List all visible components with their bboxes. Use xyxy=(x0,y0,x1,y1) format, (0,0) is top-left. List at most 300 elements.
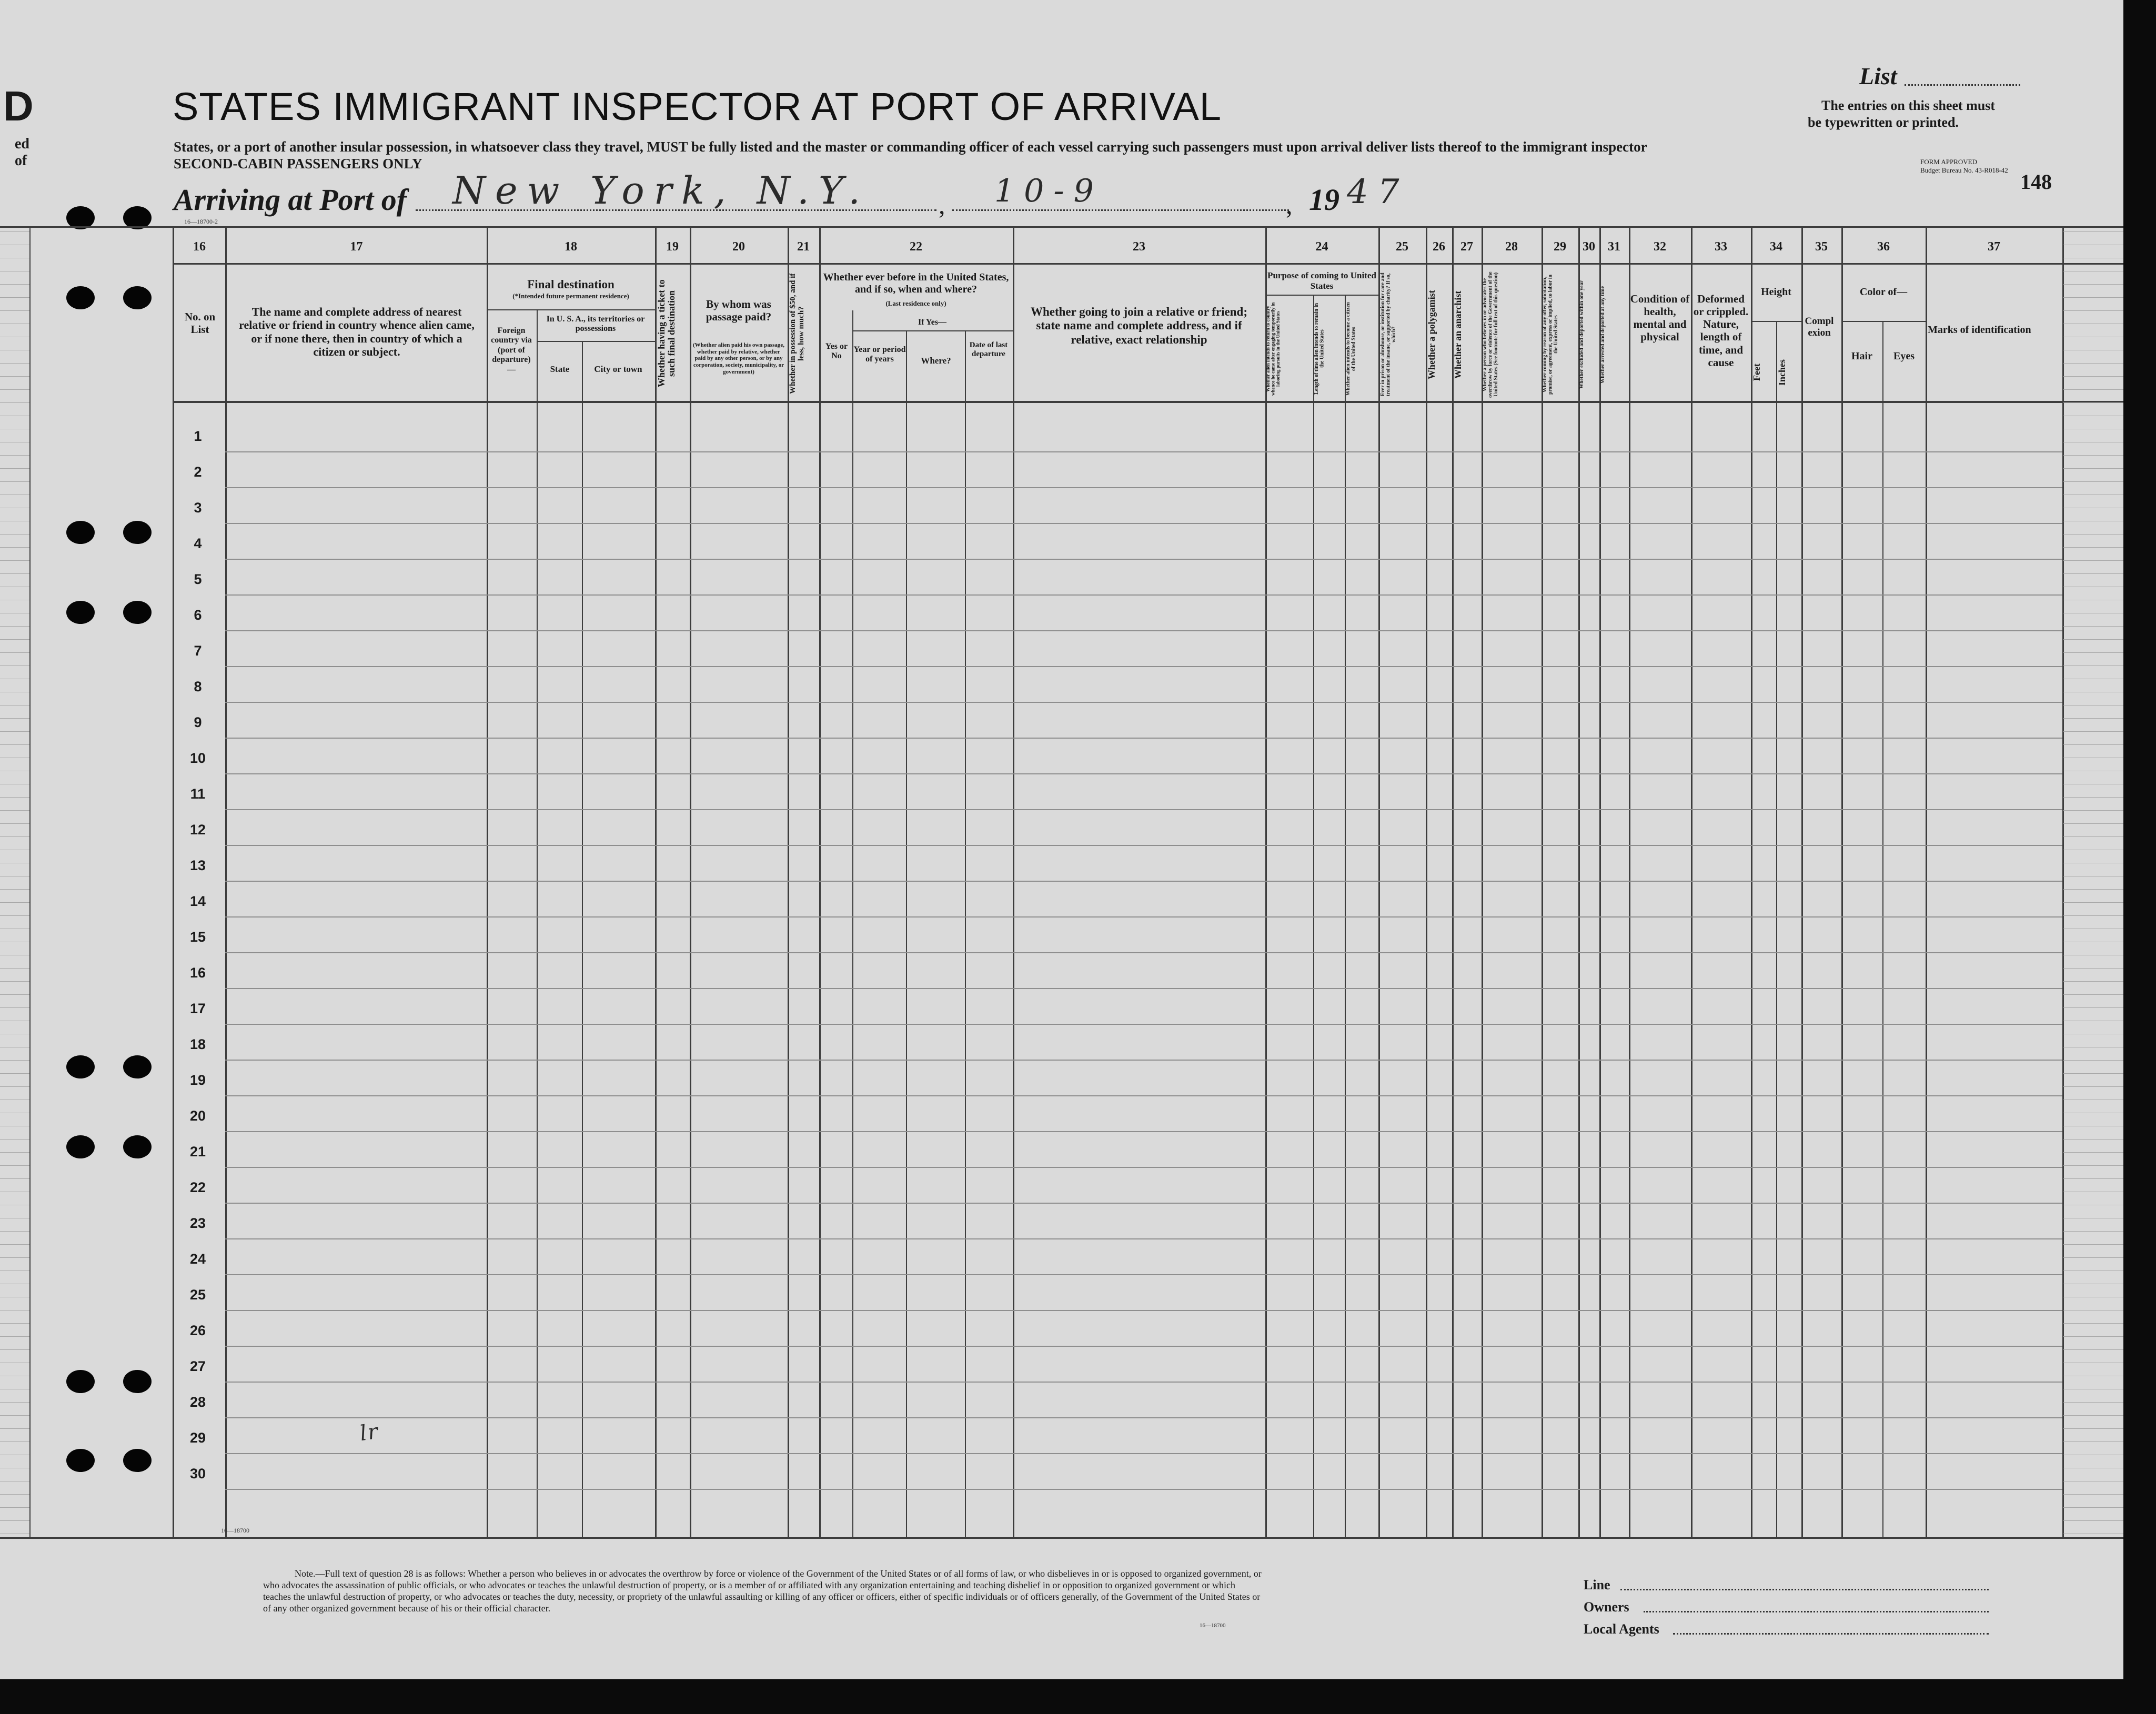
header-arrested: Whether arrested and deported at any time xyxy=(1600,286,1606,384)
margin-rule xyxy=(2063,1349,2123,1350)
row-rule xyxy=(225,451,2062,452)
sub-column-divider xyxy=(1345,295,1346,1537)
margin-rule xyxy=(0,889,29,890)
margin-rule xyxy=(0,810,29,811)
margin-rule xyxy=(0,1257,29,1258)
margin-rule xyxy=(0,1060,29,1061)
header-before-in-us: Whether ever before in the United States, and if so, when and where? xyxy=(823,271,1009,295)
left-edge-fragment-ed: ed xyxy=(15,136,29,152)
margin-rule xyxy=(0,310,29,311)
margin-rule xyxy=(0,1402,29,1403)
row-number: 13 xyxy=(189,858,206,873)
header-anarchist: Whether an anarchist xyxy=(1453,290,1463,379)
margin-rule xyxy=(2063,1244,2123,1245)
footer-note: Note.—Full text of question 28 is as follows: Whether a person who believes in or advocates the overthrow by force or violence of the Government of the United States or of all forms of law, or who disbelieves in or is opposed to organized government, or who advocates the assassination of public officials, or who advocates or teaches the unlawful destruction of property, or is a member of or affiliated with any organization entertaining and teaching disbelief in or opposition to organized government or which teaches the unlawful destruction of property, or who advocates or teaches the duty, necessity, or propriety of the unlawful assaulting or killing of any officer or officers, either of specific individuals or of officers generally, of the Government of the United States or of any other organized government because of his or their official character. xyxy=(263,1568,1262,1614)
sub-header-rule xyxy=(1751,321,1801,322)
margin-rule xyxy=(0,231,29,232)
column-divider xyxy=(1378,226,1380,1537)
header-fifty-dollars: Whether in possession of $50, and if less, how much? xyxy=(789,273,805,394)
colnum-30: 30 xyxy=(1583,240,1595,254)
margin-rule xyxy=(0,1415,29,1416)
margin-rule xyxy=(0,1139,29,1140)
margin-rule xyxy=(0,652,29,653)
line-field[interactable] xyxy=(1620,1589,1989,1590)
punch-hole xyxy=(123,1449,152,1472)
punch-hole xyxy=(123,1055,152,1078)
margin-rule xyxy=(2063,718,2123,719)
header-yes-no: Yes or No xyxy=(825,342,848,361)
punch-hole xyxy=(123,286,152,309)
colnum-rule xyxy=(174,263,2123,265)
header-excluded: Whether excluded and deported within one year xyxy=(1579,280,1585,389)
row-number: 23 xyxy=(189,1215,206,1231)
colnum-24: 24 xyxy=(1315,240,1328,254)
punch-hole xyxy=(123,601,152,624)
header-polygamist: Whether a polygamist xyxy=(1426,290,1437,379)
margin-rule xyxy=(0,639,29,640)
margin-rule xyxy=(2063,1231,2123,1232)
margin-rule xyxy=(2063,981,2123,982)
margin-rule xyxy=(0,1323,29,1324)
row-rule xyxy=(225,1346,2062,1347)
row-number: 15 xyxy=(189,929,206,945)
row-rule xyxy=(225,1167,2062,1168)
colnum-19: 19 xyxy=(666,240,679,254)
margin-rule xyxy=(0,836,29,837)
margin-rule xyxy=(2063,1428,2123,1429)
margin-rule xyxy=(0,363,29,364)
margin-rule xyxy=(2063,376,2123,377)
column-divider xyxy=(1013,226,1014,1537)
date-line xyxy=(952,209,1289,211)
margin-rule xyxy=(0,1494,29,1495)
column-divider xyxy=(1926,226,1927,1537)
margin-rule xyxy=(0,573,29,574)
margin-rule xyxy=(0,376,29,377)
form-approved-2: Budget Bureau No. 43-R018-42 xyxy=(1920,166,2008,174)
margin-rule xyxy=(2063,310,2123,311)
row-note: lr xyxy=(358,1419,380,1446)
row-number: 4 xyxy=(194,536,202,551)
row-rule xyxy=(225,1274,2062,1275)
header-nearest-relative: The name and complete address of nearest relative or friend in country whence alien came, or if none there, then in country of which a citizen or subject. xyxy=(239,305,475,358)
header-last-departure: Date of last departure xyxy=(969,341,1008,359)
row-number: 14 xyxy=(189,893,206,909)
row-rule xyxy=(225,1310,2062,1311)
entries-note-1: The entries on this sheet must xyxy=(1821,98,1996,113)
colnum-25: 25 xyxy=(1396,240,1408,254)
row-rule xyxy=(225,630,2062,631)
row-rule xyxy=(225,1453,2062,1454)
margin-rule xyxy=(2063,402,2123,403)
margin-rule xyxy=(2063,481,2123,482)
header-purpose-a: Whether alien intends to return to country whence he came after engaging temporarily in laboring pursuits in the United States xyxy=(1265,302,1281,396)
row-number: 12 xyxy=(189,822,206,838)
header-inches: Inches xyxy=(1777,359,1787,386)
header-health: Condition of health, mental and physical xyxy=(1630,293,1690,344)
row-rule xyxy=(225,523,2062,524)
margin-rule xyxy=(0,731,29,732)
header-period: Year or period of years xyxy=(853,345,906,364)
row-number: 30 xyxy=(189,1466,206,1481)
row-rule xyxy=(225,845,2062,846)
margin-rule xyxy=(0,902,29,903)
margin-rule xyxy=(2063,994,2123,995)
margin-rule xyxy=(0,1336,29,1337)
margin-rule xyxy=(2063,823,2123,824)
instruction-text: States, or a port of another insular possession, in whatsoever class they travel, MUST be fully listed and the master or commanding officer of each vessel carrying such passengers must upon arrival deliver lists thereof to the immigrant inspector xyxy=(174,139,1647,155)
colnum-16: 16 xyxy=(193,240,206,254)
colnum-35: 35 xyxy=(1815,240,1828,254)
row-number: 20 xyxy=(189,1108,206,1124)
column-divider xyxy=(819,226,821,1537)
table-bottom-rule xyxy=(0,1537,2123,1539)
colnum-21: 21 xyxy=(797,240,810,254)
row-number: 3 xyxy=(194,500,202,516)
margin-rule xyxy=(2063,1165,2123,1166)
header-height: Height xyxy=(1761,286,1791,298)
column-divider xyxy=(1452,226,1454,1537)
row-number: 27 xyxy=(189,1358,206,1374)
punch-hole xyxy=(66,1135,95,1158)
row-rule xyxy=(225,1095,2062,1096)
column-divider xyxy=(487,226,488,1537)
header-before-in-us-sub: (Last residence only) xyxy=(885,299,946,307)
margin-rule xyxy=(0,994,29,995)
row-number: 19 xyxy=(189,1072,206,1088)
row-rule xyxy=(225,809,2062,810)
margin-rule xyxy=(0,389,29,390)
margin-rule xyxy=(2063,1139,2123,1140)
header-purpose-c: Whether alien intends to become a citizen of the United States xyxy=(1345,302,1357,396)
margin-rule xyxy=(0,1086,29,1087)
header-purpose-b: Length of time alien intends to remain in the United States xyxy=(1314,303,1325,395)
margin-rule xyxy=(2063,363,2123,364)
margin-rule xyxy=(2063,560,2123,561)
row-rule xyxy=(225,1024,2062,1025)
header-join-relative: Whether going to join a relative or friend; state name and complete address, and if relative, exact relationship xyxy=(1030,305,1248,346)
column-divider xyxy=(1751,226,1752,1537)
sub-header-rule xyxy=(537,341,655,342)
sub-header-rule xyxy=(1265,295,1378,296)
row-rule xyxy=(225,1203,2062,1204)
row-number: 21 xyxy=(189,1144,206,1160)
header-where: Where? xyxy=(921,356,951,366)
margin-rule xyxy=(2063,889,2123,890)
row-number: 18 xyxy=(189,1036,206,1052)
margin-rule xyxy=(0,297,29,298)
margin-rule xyxy=(0,1507,29,1508)
margin-rule xyxy=(0,1152,29,1153)
row-number: 6 xyxy=(194,607,202,623)
column-divider xyxy=(1599,226,1601,1537)
column-divider xyxy=(1691,226,1692,1537)
punch-hole xyxy=(123,1370,152,1393)
margin-rule xyxy=(2063,968,2123,969)
header-labor-offer: Whether coming by reason of any offer, solicitation, promise, or agreement, express or implied, to labor in the United States xyxy=(1542,274,1559,395)
table-top-rule xyxy=(0,226,2123,228)
row-number: 7 xyxy=(194,643,202,659)
column-divider xyxy=(690,226,691,1537)
row-number: 16 xyxy=(189,965,206,981)
row-rule xyxy=(225,1238,2062,1239)
row-number: 10 xyxy=(189,750,206,766)
margin-rule xyxy=(2063,731,2123,732)
agents-field[interactable] xyxy=(1673,1633,1989,1635)
colnum-26: 26 xyxy=(1433,240,1445,254)
page-title: STATES IMMIGRANT INSPECTOR AT PORT OF ARRIVAL xyxy=(173,85,1222,128)
margin-rule xyxy=(2063,455,2123,456)
margin-rule xyxy=(0,626,29,627)
column-divider xyxy=(1426,226,1427,1537)
column-divider xyxy=(1578,226,1580,1537)
row-number: 5 xyxy=(194,571,202,587)
header-state: State xyxy=(550,364,570,374)
punch-hole xyxy=(66,601,95,624)
row-number: 1 xyxy=(194,428,202,444)
margin-rule xyxy=(2063,468,2123,469)
row-number: 29 xyxy=(189,1430,206,1446)
colnum-29: 29 xyxy=(1554,240,1566,254)
row-number: 8 xyxy=(194,679,202,694)
footer-form-code: 16—18700 xyxy=(1200,1622,1226,1629)
header-prison: Ever in prison or almshouse, or institution for care and treatment of the insane, or supported by charity? If so, which? xyxy=(1380,273,1397,397)
sub-column-divider xyxy=(537,310,538,1537)
margin-rule xyxy=(0,534,29,535)
margin-rule xyxy=(2063,1520,2123,1521)
margin-rule xyxy=(0,481,29,482)
margin-rule xyxy=(2063,744,2123,745)
header-final-destination: Final destination xyxy=(527,278,614,291)
row-number: 24 xyxy=(189,1251,206,1267)
row-rule xyxy=(225,1382,2062,1383)
margin-rule xyxy=(2063,1402,2123,1403)
colnum-20: 20 xyxy=(732,240,745,254)
colnum-27: 27 xyxy=(1460,240,1473,254)
colnum-34: 34 xyxy=(1770,240,1782,254)
row-rule xyxy=(225,594,2062,596)
sub-column-divider xyxy=(906,331,907,1537)
header-hair: Hair xyxy=(1851,350,1872,362)
margin-rule xyxy=(0,797,29,798)
colnum-17: 17 xyxy=(350,240,363,254)
colnum-31: 31 xyxy=(1608,240,1620,254)
row-number: 11 xyxy=(190,786,206,802)
left-edge-fragment-of: of xyxy=(15,153,27,169)
year-prefix: 19 xyxy=(1309,183,1339,217)
margin-rule xyxy=(2063,547,2123,548)
form-approved-1: FORM APPROVED xyxy=(1920,158,1978,166)
margin-rule xyxy=(2063,1178,2123,1179)
margin-rule xyxy=(0,547,29,548)
margin-rule xyxy=(2063,389,2123,390)
class-line: SECOND-CABIN PASSENGERS ONLY xyxy=(174,156,422,172)
header-deformed: Deformed or crippled. Nature, length of time, and cause xyxy=(1693,293,1749,369)
sub-column-divider xyxy=(1313,295,1314,1537)
margin-rule xyxy=(2063,1152,2123,1153)
margin-rule xyxy=(0,468,29,469)
header-color-of: Color of— xyxy=(1859,286,1908,298)
margin-rule xyxy=(2063,652,2123,653)
margin-rule xyxy=(2063,902,2123,903)
row-rule xyxy=(225,1060,2062,1061)
punch-hole xyxy=(66,1449,95,1472)
punch-hole xyxy=(66,1370,95,1393)
margin-rule xyxy=(0,284,29,285)
colnum-32: 32 xyxy=(1654,240,1666,254)
column-divider xyxy=(655,226,657,1537)
margin-rule xyxy=(0,1178,29,1179)
row-rule xyxy=(225,487,2062,488)
header-bottom-rule xyxy=(174,401,2123,403)
margin-rule xyxy=(0,744,29,745)
entries-note-2: be typewritten or printed. xyxy=(1808,115,1959,130)
header-city: City or town xyxy=(594,364,642,374)
margin-rule xyxy=(2063,1415,2123,1416)
margin-rule xyxy=(0,981,29,982)
margin-rule xyxy=(2063,810,2123,811)
margin-rule xyxy=(0,1007,29,1008)
header-purpose: Purpose of coming to United States xyxy=(1267,270,1376,291)
header-if-yes: If Yes— xyxy=(918,318,947,327)
row-number: 25 xyxy=(189,1287,206,1303)
colnum-22: 22 xyxy=(910,240,922,254)
margin-rule xyxy=(0,1349,29,1350)
punch-hole xyxy=(66,1055,95,1078)
margin-rule xyxy=(0,560,29,561)
margin-rule xyxy=(0,1520,29,1521)
header-complexion: Complexion xyxy=(1805,316,1834,338)
margin-rule xyxy=(2063,1441,2123,1442)
row-rule xyxy=(225,738,2062,739)
margin-line xyxy=(173,226,174,1537)
sub-column-divider xyxy=(965,331,966,1537)
header-overthrow: Whether a person who believes in or advocates the overthrow by force or violence of the Government of the United States (See footnote for full text of this question) xyxy=(1482,271,1499,398)
sub-column-divider xyxy=(582,342,583,1537)
column-divider xyxy=(788,226,789,1537)
margin-rule xyxy=(0,455,29,456)
margin-rule xyxy=(0,402,29,403)
row-rule xyxy=(225,988,2062,989)
sub-column-divider xyxy=(852,310,853,1537)
column-divider xyxy=(1629,226,1630,1537)
margin-rule xyxy=(2063,284,2123,285)
colnum-28: 28 xyxy=(1505,240,1518,254)
page-number: 148 xyxy=(2020,170,2052,194)
sub-header-rule xyxy=(487,309,655,310)
margin-rule xyxy=(2063,797,2123,798)
margin-rule xyxy=(2063,1336,2123,1337)
header-foreign-country: Foreign country via (port of departure)— xyxy=(491,326,532,374)
margin-rule xyxy=(2063,836,2123,837)
column-divider xyxy=(225,226,227,1537)
sub-header-rule xyxy=(1841,321,1926,322)
column-divider xyxy=(2062,226,2064,1537)
margin-rule xyxy=(2063,573,2123,574)
line-label: Line xyxy=(1584,1577,1610,1592)
margin-rule xyxy=(2063,1257,2123,1258)
row-number: 9 xyxy=(194,714,202,730)
year-handwritten: 47 xyxy=(1347,173,1409,211)
margin-rule xyxy=(2063,1060,2123,1061)
colnum-23: 23 xyxy=(1133,240,1145,254)
header-no-on-list: No. on List xyxy=(184,310,216,336)
margin-rule xyxy=(2063,534,2123,535)
column-divider xyxy=(1801,226,1803,1537)
punch-hole xyxy=(123,1135,152,1158)
header-eyes: Eyes xyxy=(1893,350,1915,362)
comma-2: , xyxy=(1286,190,1293,219)
margin-rule xyxy=(0,915,29,916)
row-number: 17 xyxy=(189,1001,206,1016)
margin-rule xyxy=(2063,1086,2123,1087)
list-line xyxy=(1905,84,2020,86)
margin-rule xyxy=(0,718,29,719)
row-rule xyxy=(225,666,2062,667)
margin-rule xyxy=(2063,1507,2123,1508)
colnum-33: 33 xyxy=(1715,240,1727,254)
margin-rule xyxy=(2063,1323,2123,1324)
column-divider xyxy=(1265,226,1267,1537)
margin-rule xyxy=(2063,626,2123,627)
column-divider xyxy=(1482,226,1483,1537)
row-number: 2 xyxy=(194,464,202,480)
header-final-destination-sub: (*Intended future permanent residence) xyxy=(512,292,629,300)
margin-rule xyxy=(0,1428,29,1429)
owners-label: Owners xyxy=(1584,1599,1629,1615)
agents-label: Local Agents xyxy=(1584,1621,1659,1637)
row-number: 26 xyxy=(189,1323,206,1338)
punch-hole xyxy=(66,286,95,309)
margin-rule xyxy=(0,823,29,824)
port-value: New York, N.Y. xyxy=(452,168,870,213)
header-passage-paid: By whom was passage paid? xyxy=(706,298,772,324)
form-code-bottom: 16—18700 xyxy=(221,1527,249,1534)
form-code-top: 16—18700-2 xyxy=(184,218,218,225)
colnum-36: 36 xyxy=(1877,240,1890,254)
list-label: List xyxy=(1859,63,1897,89)
row-rule xyxy=(225,1131,2062,1132)
row-rule xyxy=(225,1417,2062,1418)
header-marks: Marks of identification xyxy=(1928,324,2031,336)
arriving-label: Arriving at Port of xyxy=(174,183,407,217)
margin-rule xyxy=(2063,1007,2123,1008)
margin-rule xyxy=(2063,231,2123,232)
row-rule xyxy=(225,1489,2062,1490)
margin-rule xyxy=(0,1231,29,1232)
margin-rule xyxy=(0,1244,29,1245)
colnum-18: 18 xyxy=(565,240,577,254)
row-rule xyxy=(225,702,2062,703)
margin-rule xyxy=(0,1165,29,1166)
margin-line xyxy=(29,226,31,1537)
margin-rule xyxy=(2063,1494,2123,1495)
colnum-37: 37 xyxy=(1988,240,2000,254)
row-rule xyxy=(225,559,2062,560)
header-feet: Feet xyxy=(1751,364,1762,381)
margin-rule xyxy=(0,968,29,969)
header-passage-paid-sub: (Whether alien paid his own passage, whether paid by relative, whether paid by any other person, or by any corporation, society, municipality, or government) xyxy=(693,342,784,375)
column-divider xyxy=(1542,226,1543,1537)
margin-rule xyxy=(2063,1073,2123,1074)
punch-hole xyxy=(66,521,95,544)
sub-header-rule xyxy=(852,330,1013,331)
margin-rule xyxy=(0,1441,29,1442)
margin-rule xyxy=(0,1073,29,1074)
owners-field[interactable] xyxy=(1644,1611,1989,1612)
margin-rule xyxy=(2063,639,2123,640)
punch-hole xyxy=(123,521,152,544)
